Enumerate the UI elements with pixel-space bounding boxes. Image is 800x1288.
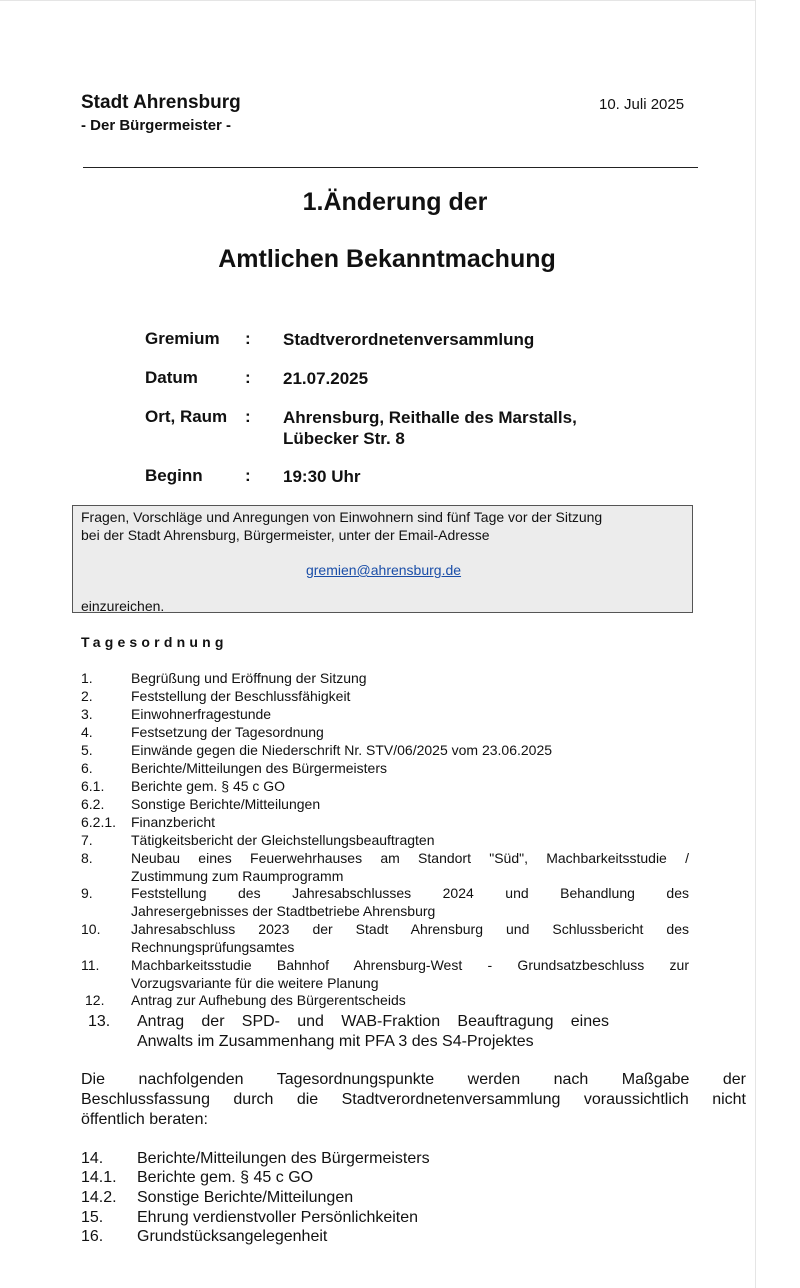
agenda-text: Berichte gem. § 45 c GO [131,778,286,794]
beginn-value: 19:30 Uhr [283,467,361,486]
title-line-2: Amtlichen Bekanntmachung [218,245,556,273]
ort-label: Ort, Raum [145,407,228,426]
agenda-text-line-1: Antrag der SPD- und WAB-Fraktion Beauftragung eines [137,1013,609,1030]
agenda-number: 14.1. [81,1169,117,1186]
agenda-number: 6.1. [81,778,105,794]
agenda-heading: Tagesordnung [81,634,228,650]
agenda-text-line-1: Neubau eines Feuerwehrhauses am Standort "Süd", Machbarkeitsstudie / [131,850,689,866]
notice-line-2: bei der Stadt Ahrensburg, Bürgermeister, unter der Email-Adresse [81,527,490,543]
ort-value-line-2: Lübecker Str. 8 [283,429,405,448]
organization-subtitle: - Der Bürgermeister - [81,117,232,134]
agenda-text: Festsetzung der Tagesordnung [131,724,324,740]
agenda-text: Berichte/Mitteilungen des Bürgermeisters [131,760,388,776]
agenda-text: Berichte gem. § 45 c GO [137,1169,314,1186]
agenda-number: 16. [81,1228,104,1245]
title-line-1: 1.Änderung der [302,188,488,216]
email-link[interactable]: gremien@ahrensburg.de [305,562,462,578]
notice-closing: einzureichen. [81,598,165,614]
ort-value-line-1: Ahrensburg, Reithalle des Marstalls, [283,408,577,427]
gremium-label: Gremium [145,329,220,348]
agenda-number: 13. [88,1013,111,1030]
datum-colon: : [245,368,251,387]
agenda-text: Begrüßung und Eröffnung der Sitzung [131,670,367,686]
agenda-text: Tätigkeitsbericht der Gleichstellungsbeauftragten [131,832,435,848]
agenda-text: Finanzbericht [131,814,216,830]
agenda-text-line-1: Machbarkeitsstudie Bahnhof Ahrensburg-West - Grundsatzbeschluss zur [131,957,689,973]
agenda-number: 1. [81,670,93,686]
beginn-label: Beginn [145,466,203,485]
agenda-number: 6.2. [81,796,105,812]
agenda-number: 11. [81,957,100,973]
nonpublic-intro-paragraph [81,1070,746,1130]
agenda-text: Grundstücksangelegenheit [137,1228,328,1245]
paragraph-line-2: Beschlussfassung durch die Stadtverordnetenversammlung voraussichtlich nicht [81,1091,746,1108]
agenda-text-line-2: Zustimmung zum Raumprogramm [131,868,344,884]
notice-text [81,508,681,544]
agenda-text: Berichte/Mitteilungen des Bürgermeisters [137,1150,430,1167]
notice-line-1: Fragen, Vorschläge und Anregungen von Einwohnern sind fünf Tage vor der Sitzung [81,509,603,525]
citizen-notice-box [72,505,693,613]
datum-value: 21.07.2025 [283,369,369,388]
agenda-number: 15. [81,1209,104,1226]
agenda-number: 10. [81,921,101,937]
agenda-number: 2. [81,688,93,704]
paragraph-line-3: öffentlich beraten: [81,1111,208,1128]
ort-colon: : [245,407,251,426]
paragraph-line-1: Die nachfolgenden Tagesordnungspunkte werden nach Maßgabe der [81,1071,746,1088]
agenda-text-line-2: Rechnungsprüfungsamtes [131,939,295,955]
agenda-text-line-2: Jahresergebnisses der Stadtbetriebe Ahrensburg [131,903,436,919]
agenda-text: Einwohnerfragestunde [131,706,272,722]
agenda-text-line-1: Jahresabschluss 2023 der Stadt Ahrensburg und Schlussbericht des [131,921,689,937]
agenda-text: Sonstige Berichte/Mitteilungen [137,1189,354,1206]
agenda-text-line-2: Vorzugsvariante für die weitere Planung [131,975,379,991]
gremium-colon: : [245,329,251,348]
agenda-number: 6. [81,760,93,776]
agenda-number: 14. [81,1150,104,1167]
agenda-text: Sonstige Berichte/Mitteilungen [131,796,321,812]
agenda-number: 6.2.1. [81,814,117,830]
datum-label: Datum [145,368,198,387]
agenda-text: Antrag zur Aufhebung des Bürgerentscheids [131,992,406,1008]
agenda-number: 5. [81,742,93,758]
gremium-value: Stadtverordnetenversammlung [283,330,535,349]
agenda-number: 14.2. [81,1189,117,1206]
agenda-text-line-2: Anwalts im Zusammenhang mit PFA 3 des S4-Projektes [137,1033,534,1050]
organization-name: Stadt Ahrensburg [81,92,241,113]
agenda-number: 4. [81,724,93,740]
document-date: 10. Juli 2025 [599,96,685,113]
beginn-colon: : [245,466,251,485]
agenda-number: 3. [81,706,93,722]
agenda-text: Einwände gegen die Niederschrift Nr. STV/06/2025 vom 23.06.2025 [131,742,553,758]
agenda-text: Ehrung verdienstvoller Persönlichkeiten [137,1209,419,1226]
agenda-number: 9. [81,885,93,901]
agenda-text: Feststellung der Beschlussfähigkeit [131,688,351,704]
agenda-number: 8. [81,850,93,866]
agenda-number: 12. [85,992,105,1008]
agenda-number: 7. [81,832,93,848]
agenda-text-line-1: Feststellung des Jahresabschlusses 2024 und Behandlung des [131,885,689,901]
header-divider [83,167,698,168]
